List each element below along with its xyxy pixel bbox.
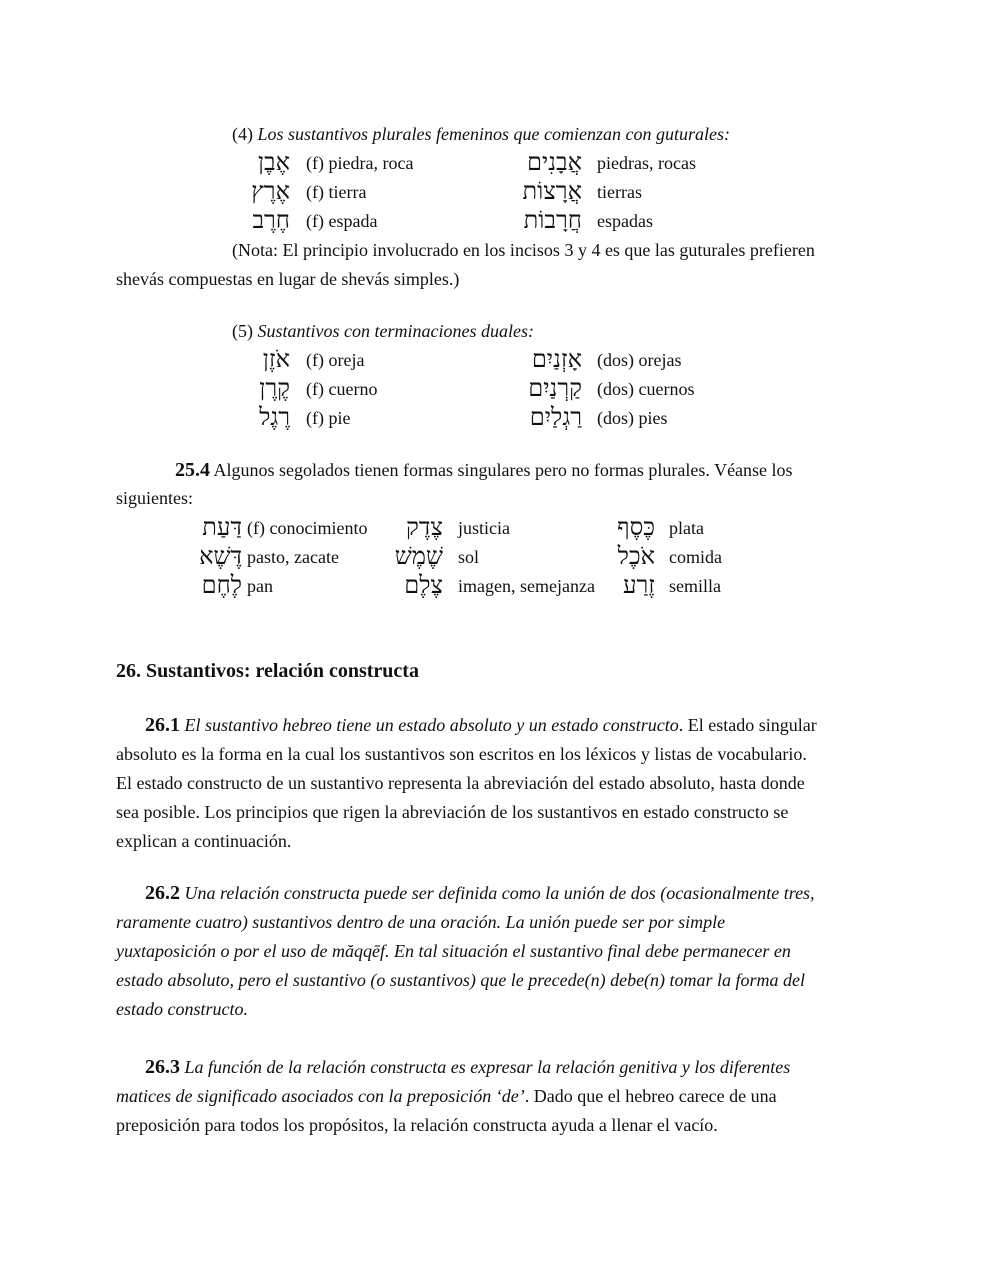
hebrew-word: זֶרַע [622, 571, 655, 599]
gloss: plata [669, 518, 704, 538]
text-segment: Una relación constructa puede ser definida como la unión de dos (ocasionalmente tres, [184, 883, 815, 903]
text-segment: sea posible. Los principios que rigen la abreviación de los sustantivos en estado constructo se [116, 802, 789, 822]
gloss-plural: espadas [597, 211, 653, 231]
paragraph-line [116, 910, 725, 934]
paragraph-number: 26.3 [145, 1056, 180, 1078]
gloss: (f) conocimiento [247, 518, 368, 538]
gloss: pasto, zacate [247, 547, 339, 567]
paragraph-line [116, 1113, 718, 1137]
text-segment: explican a continuación. [116, 831, 292, 851]
paragraph-line [116, 997, 248, 1021]
text-segment: estado constructo. [116, 999, 248, 1019]
text-segment: absoluto es la forma en la cual los sustantivos son escritos en los léxicos y listas de vocabulario. [116, 744, 807, 764]
section-title: Los sustantivos plurales femeninos que comienzan con guturales: [257, 124, 730, 144]
hebrew-plural: אֲרָצוֹת [522, 177, 582, 205]
text-segment: preposición para todos los propósitos, la relación constructa ayuda a llenar el vacío. [116, 1115, 718, 1135]
gloss-dual: (dos) pies [597, 408, 668, 428]
note-text: (Nota: El principio involucrado en los incisos 3 y 4 es que las guturales prefieren [232, 240, 815, 260]
paragraph-line [116, 771, 805, 795]
section-4-title [232, 122, 730, 146]
text-segment: El estado constructo de un sustantivo representa la abreviación del estado absoluto, hasta donde [116, 773, 805, 793]
hebrew-word: רֶגֶל [259, 403, 290, 431]
gloss: comida [669, 547, 722, 567]
gloss: justicia [458, 518, 510, 538]
hebrew-dual: אָזְנַיִם [531, 345, 582, 373]
gloss-dual: (dos) cuernos [597, 379, 695, 399]
text-segment: . Dado que el hebreo carece de una [524, 1086, 777, 1106]
gloss: (f) tierra [306, 182, 367, 202]
section-5-title [232, 319, 534, 343]
gloss: sol [458, 547, 480, 567]
hebrew-word: דֶּשֶׁא [199, 542, 242, 570]
gloss: (f) cuerno [306, 379, 378, 399]
paragraph-line [116, 829, 291, 853]
gloss: (f) piedra, roca [306, 153, 414, 173]
section-title: Sustantivos con terminaciones duales: [257, 321, 534, 341]
paragraph-text: Algunos segolados tienen formas singulares pero no formas plurales. Véanse los [210, 460, 793, 480]
gloss: (f) espada [306, 211, 378, 231]
note-text: shevás compuestas en lugar de shevás simples.) [116, 269, 460, 289]
text-segment: yuxtaposición o por el uso de măqqēf. En tal situación el sustantivo final debe permanecer en [116, 941, 791, 961]
hebrew-word: אֹכֶל [617, 542, 655, 570]
paragraph-number: 26.1 [145, 714, 180, 736]
gloss-plural: tierras [597, 182, 642, 202]
hebrew-word: דַּעַת [202, 513, 242, 541]
gloss: semilla [669, 576, 721, 596]
paragraph-line [116, 939, 791, 963]
text-segment: . El estado singular [678, 715, 817, 735]
gloss-plural: piedras, rocas [597, 153, 696, 173]
hebrew-word: לֶחֶם [201, 571, 242, 599]
hebrew-plural: אֲבָנִים [526, 148, 582, 176]
paragraph-line [116, 742, 807, 766]
text-segment: matices de significado asociados con la preposición ‘de’ [116, 1086, 525, 1106]
hebrew-dual: רַגְלַיִם [529, 403, 582, 431]
paragraph-25-4 [175, 458, 793, 482]
hebrew-word: אֶבֶן [257, 148, 290, 176]
text-segment: El sustantivo hebreo tiene un estado absoluto y un estado constructo [184, 715, 679, 735]
paragraph-text: siguientes: [116, 488, 193, 508]
section-number: (4) [232, 124, 258, 144]
paragraph-number: 25.4 [175, 459, 210, 481]
hebrew-plural: חֲרָבוֹת [523, 206, 582, 234]
hebrew-word: קֶרֶן [259, 374, 290, 402]
text-segment: estado absoluto, pero el sustantivo (o sustantivos) que le precede(n) debe(n) tomar la forma del [116, 970, 806, 990]
gloss: imagen, semejanza [458, 576, 595, 596]
paragraph-line [145, 881, 815, 905]
text-segment: raramente cuatro) sustantivos dentro de una oración. La unión puede ser por simple [116, 912, 726, 932]
paragraph-line [116, 968, 805, 992]
paragraph-line [116, 800, 788, 824]
hebrew-word: צֶדֶק [406, 513, 443, 541]
gloss: (f) oreja [306, 350, 365, 370]
gloss-dual: (dos) orejas [597, 350, 682, 370]
paragraph-line [145, 1055, 790, 1079]
section-number: (5) [232, 321, 258, 341]
hebrew-word: שֶׁמֶשׁ [394, 542, 443, 570]
hebrew-word: אֹזֶן [262, 345, 290, 373]
hebrew-word: חֶרֶב [252, 206, 290, 234]
text-segment: La función de la relación constructa es expresar la relación genitiva y los diferentes [184, 1057, 791, 1077]
gloss: (f) pie [306, 408, 351, 428]
hebrew-word: כֶּסֶף [617, 513, 655, 541]
hebrew-word: צֶלֶם [404, 571, 443, 599]
paragraph-line [145, 713, 817, 737]
paragraph-number: 26.2 [145, 882, 180, 904]
paragraph-line [116, 1084, 777, 1108]
section-heading: 26. Sustantivos: relación constructa [116, 660, 419, 682]
gloss: pan [247, 576, 273, 596]
hebrew-dual: קַרְנַיִם [528, 374, 582, 402]
hebrew-word: אֶרֶץ [251, 177, 290, 205]
